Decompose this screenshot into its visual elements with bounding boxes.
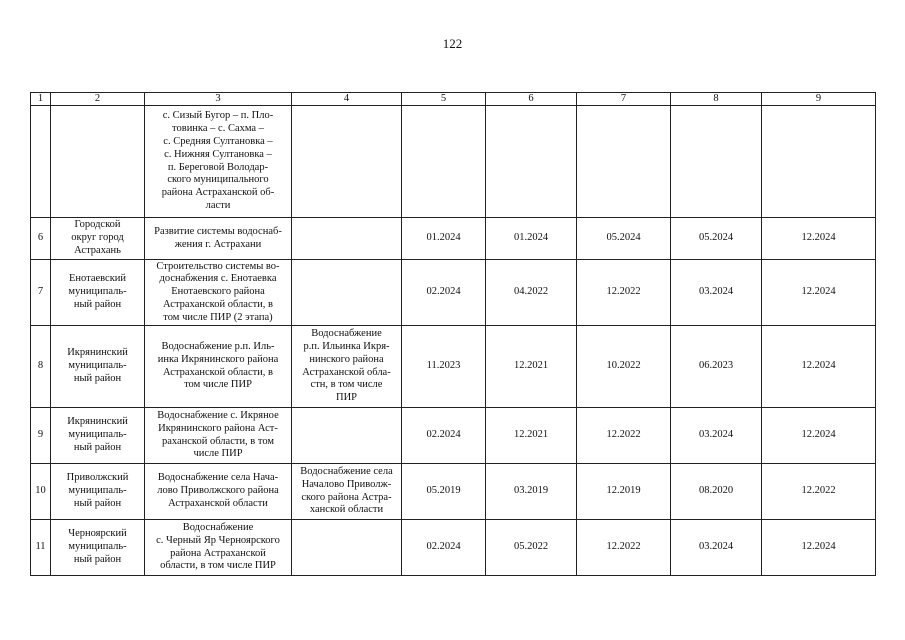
cell-date-c9: 12.2024 bbox=[762, 218, 876, 260]
text-line: ный район bbox=[73, 298, 122, 310]
cell-district bbox=[51, 260, 145, 326]
text-line: Икрянинский bbox=[67, 347, 128, 359]
cell-date-c6: 12.2021 bbox=[486, 408, 577, 464]
text-line: Черноярский bbox=[68, 528, 127, 540]
text-line: доснабжения с. Енотаевка bbox=[159, 273, 277, 285]
column-header-1: 1 bbox=[31, 93, 51, 106]
cell-date-c7: 12.2022 bbox=[577, 520, 671, 576]
cell-date-c5: 05.2019 bbox=[402, 464, 486, 520]
district-text bbox=[53, 416, 142, 454]
text-line: Водоснабжение с. Икряное bbox=[157, 409, 279, 421]
text-line: муниципаль- bbox=[68, 541, 127, 553]
text-line: с. Средняя Султановка – bbox=[163, 135, 273, 147]
project-text bbox=[147, 226, 289, 252]
text-line: Енотаевского района bbox=[171, 286, 265, 298]
text-line: Астраханской области bbox=[168, 497, 268, 509]
text-line: муниципаль- bbox=[68, 485, 127, 497]
project-text bbox=[147, 261, 289, 325]
cell-project bbox=[145, 464, 292, 520]
cell-project bbox=[145, 520, 292, 576]
cell-num: 6 bbox=[31, 218, 51, 260]
text-line: Водоснабжение bbox=[182, 521, 254, 533]
page-number: 122 bbox=[442, 36, 463, 51]
cell-project bbox=[145, 218, 292, 260]
cell-date-c7: 12.2022 bbox=[577, 260, 671, 326]
cell-date-c9: 12.2024 bbox=[762, 326, 876, 408]
cell-date-c5: 02.2024 bbox=[402, 260, 486, 326]
district-text bbox=[53, 472, 142, 510]
table-row bbox=[31, 520, 876, 576]
text-line: том числе ПИР (2 этапа) bbox=[163, 311, 273, 323]
cell-district bbox=[51, 464, 145, 520]
cell-object bbox=[292, 464, 402, 520]
text-line: ского района Астра- bbox=[301, 491, 392, 503]
cell-c6 bbox=[486, 106, 577, 218]
text-line: Городской bbox=[74, 219, 121, 231]
text-line: Приволжский bbox=[66, 472, 129, 484]
cell-district bbox=[51, 106, 145, 218]
text-line: Водоснабжение села bbox=[300, 465, 393, 477]
column-header-7: 7 bbox=[577, 93, 671, 106]
table-row bbox=[31, 326, 876, 408]
cell-project bbox=[145, 260, 292, 326]
cell-date-c5: 11.2023 bbox=[402, 326, 486, 408]
cell-date-c7: 12.2022 bbox=[577, 408, 671, 464]
column-header-6: 6 bbox=[486, 93, 577, 106]
text-line: п. Береговой Володар- bbox=[167, 161, 269, 173]
cell-num: 11 bbox=[31, 520, 51, 576]
text-line: Астраханской области, в bbox=[162, 366, 274, 378]
text-line: инка Икрянинского района bbox=[157, 353, 279, 365]
cell-date-c6: 05.2022 bbox=[486, 520, 577, 576]
text-line: муниципаль- bbox=[68, 286, 127, 298]
cell-date-c6: 01.2024 bbox=[486, 218, 577, 260]
cell-date-c8: 06.2023 bbox=[671, 326, 762, 408]
cell-c5 bbox=[402, 106, 486, 218]
text-line: с. Сизый Бугор – п. Пло- bbox=[162, 110, 274, 122]
cell-num: 8 bbox=[31, 326, 51, 408]
district-text bbox=[53, 219, 142, 257]
cell-district bbox=[51, 520, 145, 576]
project-text bbox=[147, 472, 289, 510]
cell-date-c8: 08.2020 bbox=[671, 464, 762, 520]
text-line: нинского района bbox=[309, 353, 384, 365]
text-line: Астраханской обла- bbox=[302, 366, 391, 378]
text-line: раханской области, в том bbox=[161, 435, 275, 447]
project-text bbox=[147, 522, 289, 573]
cell-object bbox=[292, 218, 402, 260]
text-line: числе ПИР bbox=[193, 448, 243, 460]
cell-c8 bbox=[671, 106, 762, 218]
cell-object bbox=[292, 106, 402, 218]
object-text bbox=[294, 466, 399, 517]
table-row bbox=[31, 408, 876, 464]
text-line: ского муниципального bbox=[167, 174, 269, 186]
text-line: ный район bbox=[73, 372, 122, 384]
continuation-row bbox=[31, 106, 876, 218]
cell-object bbox=[292, 260, 402, 326]
column-header-5: 5 bbox=[402, 93, 486, 106]
text-line: области, в том числе ПИР bbox=[160, 560, 276, 572]
object-text bbox=[294, 328, 399, 405]
text-line: Водоснабжение bbox=[311, 328, 382, 340]
text-line: с. Нижняя Султановка – bbox=[164, 148, 272, 160]
cell-object bbox=[292, 326, 402, 408]
text-line: ПИР bbox=[335, 392, 357, 404]
cell-c7 bbox=[577, 106, 671, 218]
cell-c9 bbox=[762, 106, 876, 218]
text-line: лово Приволжского района bbox=[157, 485, 279, 497]
cell-num: 10 bbox=[31, 464, 51, 520]
text-line: Икрянинского района Аст- bbox=[158, 422, 278, 434]
text-line: стн, в том числе bbox=[310, 379, 383, 391]
cell-date-c8: 03.2024 bbox=[671, 408, 762, 464]
cell-date-c9: 12.2024 bbox=[762, 520, 876, 576]
header-row bbox=[31, 93, 876, 106]
text-line: муниципаль- bbox=[68, 360, 127, 372]
schedule-table bbox=[30, 92, 876, 576]
cell-date-c6: 03.2019 bbox=[486, 464, 577, 520]
cell-date-c7: 05.2024 bbox=[577, 218, 671, 260]
text-line: ный район bbox=[73, 441, 122, 453]
text-line: округ город bbox=[71, 232, 124, 244]
text-line: ный район bbox=[73, 553, 122, 565]
project-text bbox=[147, 410, 289, 461]
text-line: р.п. Ильинка Икря- bbox=[303, 340, 390, 352]
table-row bbox=[31, 464, 876, 520]
table-row bbox=[31, 260, 876, 326]
cell-date-c6: 12.2021 bbox=[486, 326, 577, 408]
cell-project bbox=[145, 408, 292, 464]
cell-project bbox=[145, 106, 292, 218]
cell-num: 7 bbox=[31, 260, 51, 326]
text-line: Астрахань bbox=[74, 244, 121, 256]
cell-date-c5: 02.2024 bbox=[402, 408, 486, 464]
column-header-3: 3 bbox=[145, 93, 292, 106]
cell-date-c8: 03.2024 bbox=[671, 260, 762, 326]
text-line: Енотаевский bbox=[68, 273, 127, 285]
text-line: ный район bbox=[73, 497, 122, 509]
cell-date-c9: 12.2024 bbox=[762, 408, 876, 464]
cell-district bbox=[51, 218, 145, 260]
column-header-4: 4 bbox=[292, 93, 402, 106]
cell-district bbox=[51, 326, 145, 408]
text-line: с. Черный Яр Черноярского bbox=[156, 534, 280, 546]
cell-num bbox=[31, 106, 51, 218]
cell-object bbox=[292, 520, 402, 576]
column-header-8: 8 bbox=[671, 93, 762, 106]
text-line: ласти bbox=[205, 199, 231, 211]
text-line: ханской области bbox=[309, 504, 384, 516]
district-text bbox=[53, 273, 142, 311]
text-line: жения г. Астрахани bbox=[174, 238, 262, 250]
cell-project bbox=[145, 326, 292, 408]
text-line: Началово Приволж- bbox=[301, 478, 392, 490]
text-line: Водоснабжение села Нача- bbox=[157, 472, 279, 484]
cell-object bbox=[292, 408, 402, 464]
text-line: том числе ПИР bbox=[184, 379, 252, 391]
cell-district bbox=[51, 408, 145, 464]
cell-date-c7: 12.2019 bbox=[577, 464, 671, 520]
column-header-9: 9 bbox=[762, 93, 876, 106]
cell-date-c6: 04.2022 bbox=[486, 260, 577, 326]
district-text bbox=[53, 347, 142, 385]
text-line: района Астраханской bbox=[170, 547, 266, 559]
project-text bbox=[147, 341, 289, 392]
cell-date-c9: 12.2022 bbox=[762, 464, 876, 520]
cell-date-c5: 01.2024 bbox=[402, 218, 486, 260]
cell-date-c7: 10.2022 bbox=[577, 326, 671, 408]
text-line: района Астраханской об- bbox=[161, 187, 275, 199]
column-header-2: 2 bbox=[51, 93, 145, 106]
text-line: Водоснабжение р.п. Иль- bbox=[161, 340, 275, 352]
table-row bbox=[31, 218, 876, 260]
cell-num: 9 bbox=[31, 408, 51, 464]
text-line: Строительство системы во- bbox=[156, 260, 280, 272]
text-line: Развитие системы водоснаб- bbox=[154, 225, 282, 237]
text-line: муниципаль- bbox=[68, 429, 127, 441]
cell-date-c9: 12.2024 bbox=[762, 260, 876, 326]
cell-date-c5: 02.2024 bbox=[402, 520, 486, 576]
text-line: товинка – с. Сахма – bbox=[172, 123, 264, 135]
text-line: Икрянинский bbox=[67, 416, 128, 428]
district-text bbox=[53, 528, 142, 566]
project-text bbox=[147, 110, 289, 212]
cell-date-c8: 03.2024 bbox=[671, 520, 762, 576]
cell-date-c8: 05.2024 bbox=[671, 218, 762, 260]
text-line: Астраханской области, в bbox=[162, 298, 274, 310]
